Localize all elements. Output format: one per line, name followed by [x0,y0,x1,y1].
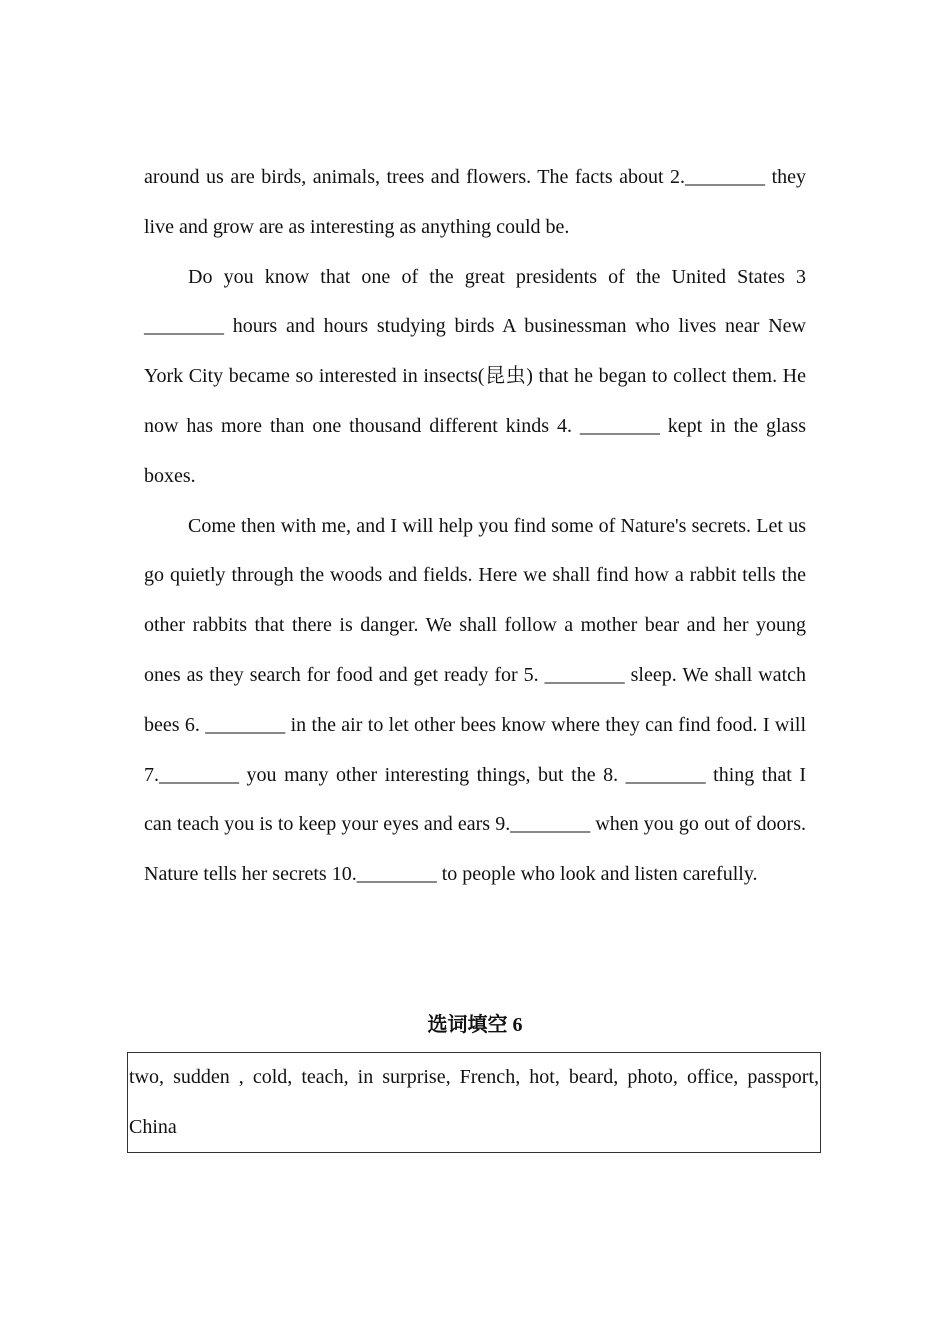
reading-passage [144,153,806,900]
word-bank-box [127,1052,821,1153]
passage-paragraph-2: Do you know that one of the great presidents of the United States 3 ________ hours and hours studying birds A businessman who lives near New York City became so interested in insects(昆虫) that he began to collect them. He now has more than one thousand different kinds 4. ________ kept in the glass boxes. [144,265,806,487]
word-bank-list: two, sudden , cold, teach, in surprise, French, hot, beard, photo, office, passport, China [129,1066,819,1138]
section-title: 选词填空 6 [427,1014,523,1036]
passage-paragraph-1: around us are birds, animals, trees and flowers. The facts about 2.________ they live and grow are as interesting as anything could be. [144,166,806,238]
passage-paragraph-3: Come then with me, and I will help you find some of Nature's secrets. Let us go quietly through the woods and fields. Here we shall find how a rabbit tells the other rabbits that there is danger. We shall follow a mother bear and her young ones as they search for food and get ready for 5. ________ sleep. We shall watch bees 6. ________ in the air to let other bees know where they can find food. I will 7.________ you many other interesting things, but the 8. ________ thing that I can teach you is to keep your eyes and ears 9.________ when you go out of doors. Nature tells her secrets 10.________ to people who look and listen carefully. [144,514,806,886]
